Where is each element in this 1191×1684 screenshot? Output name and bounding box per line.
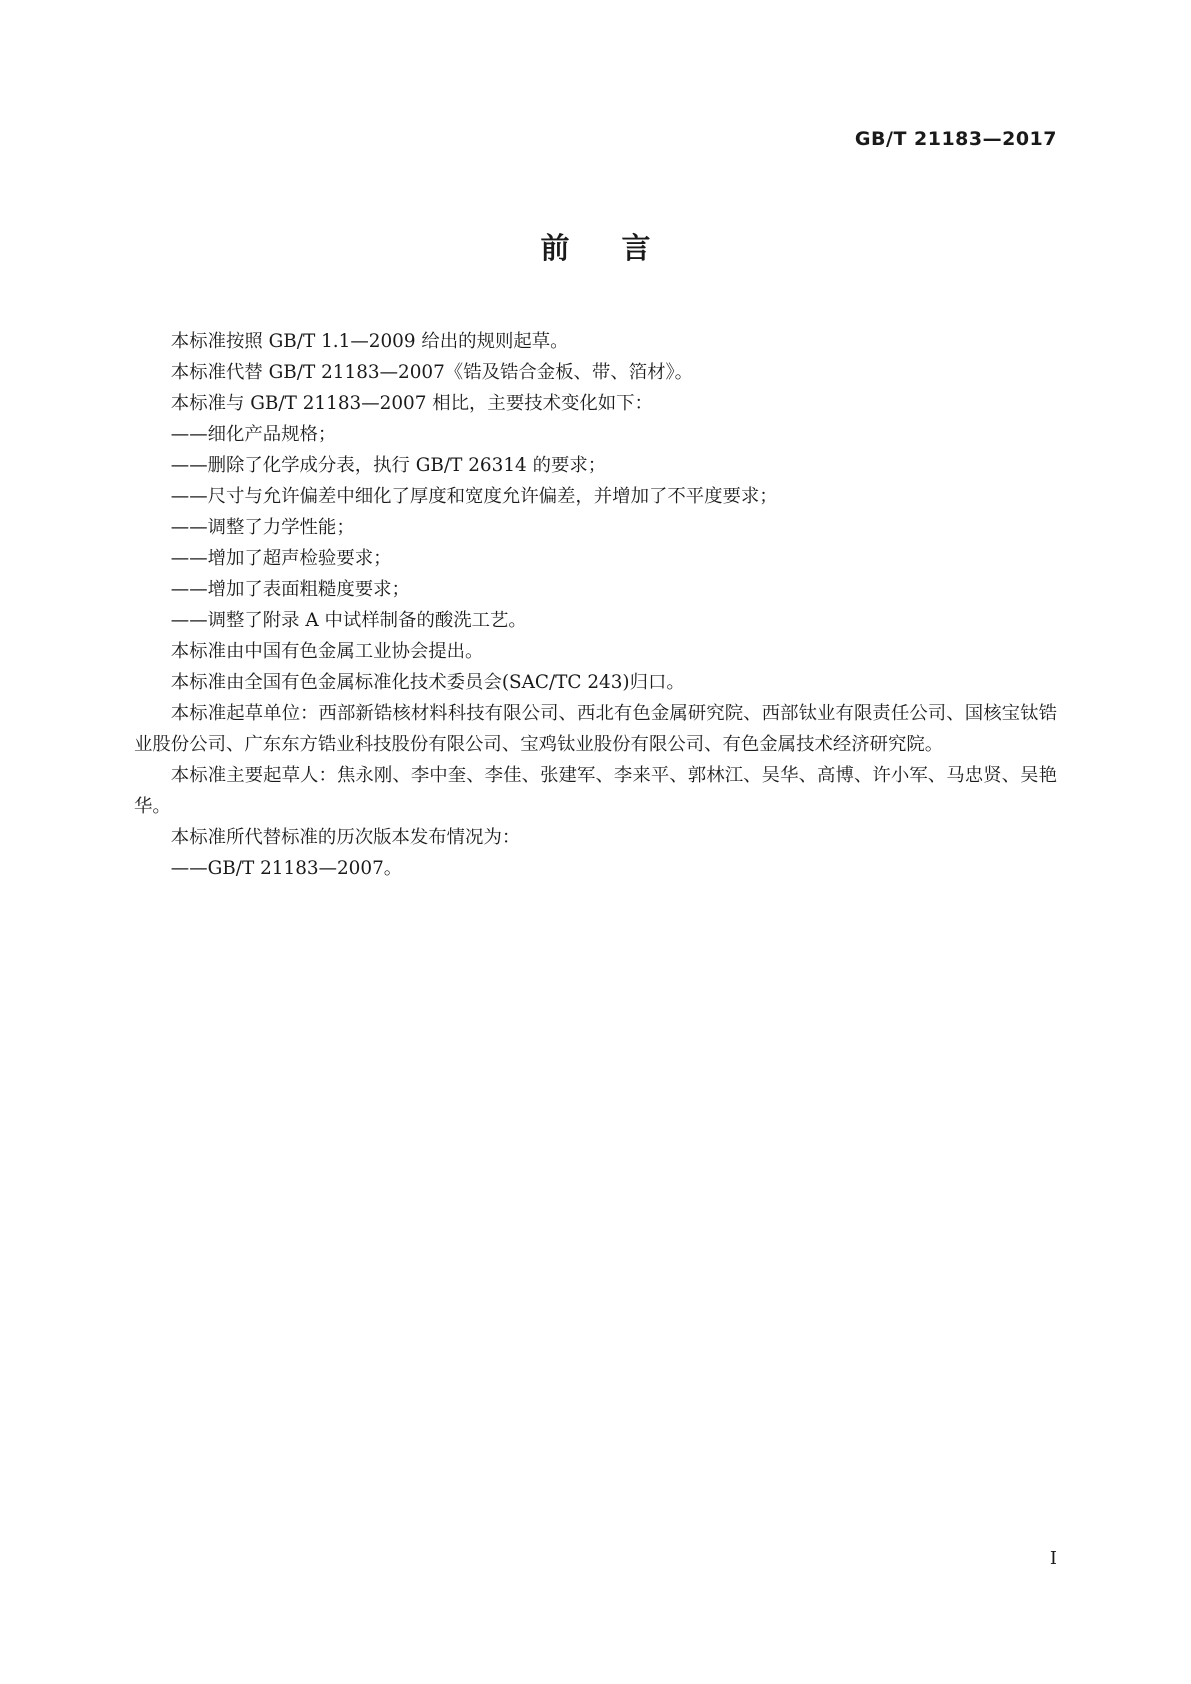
document-body xyxy=(134,326,1057,884)
change-item: ——增加了超声检验要求； xyxy=(170,548,392,569)
paragraph-proposer: 本标准由中国有色金属工业协会提出。 xyxy=(170,641,484,662)
paragraph-history-intro: 本标准所代替标准的历次版本发布情况为： xyxy=(170,827,521,848)
history-item: ——GB/T 21183—2007。 xyxy=(170,858,403,879)
change-item: ——调整了力学性能； xyxy=(170,517,355,538)
standard-code: GB/T 21183—2017 xyxy=(854,128,1057,150)
paragraph-changes-intro: 本标准与 GB/T 21183—2007 相比，主要技术变化如下： xyxy=(170,393,653,414)
change-item: ——细化产品规格； xyxy=(170,424,337,445)
page-number: I xyxy=(1049,1548,1057,1569)
change-item: ——尺寸与允许偏差中细化了厚度和宽度允许偏差，并增加了不平度要求； xyxy=(170,486,778,507)
paragraph-drafting-rules: 本标准按照 GB/T 1.1—2009 给出的规则起草。 xyxy=(170,331,569,352)
change-item: ——调整了附录 A 中试样制备的酸洗工艺。 xyxy=(170,610,527,631)
change-item: ——增加了表面粗糙度要求； xyxy=(170,579,410,600)
page-title: 前言 xyxy=(540,231,703,265)
change-item: ——删除了化学成分表，执行 GB/T 26314 的要求； xyxy=(170,455,607,476)
paragraph-replaces: 本标准代替 GB/T 21183—2007《锆及锆合金板、带、箔材》。 xyxy=(170,362,694,383)
paragraph-drafting-units: 本标准起草单位：西部新锆核材料科技有限公司、西北有色金属研究院、西部钛业有限责任公司、国核宝钛锆业股份公司、广东东方锆业科技股份有限公司、宝鸡钛业股份有限公司、有色金属技术经济研究院。 xyxy=(134,703,1057,755)
paragraph-committee: 本标准由全国有色金属标准化技术委员会(SAC/TC 243)归口。 xyxy=(170,672,685,693)
paragraph-drafters: 本标准主要起草人：焦永刚、李中奎、李佳、张建军、李来平、郭林江、吴华、高博、许小军、马忠贤、吴艳华。 xyxy=(134,765,1057,817)
